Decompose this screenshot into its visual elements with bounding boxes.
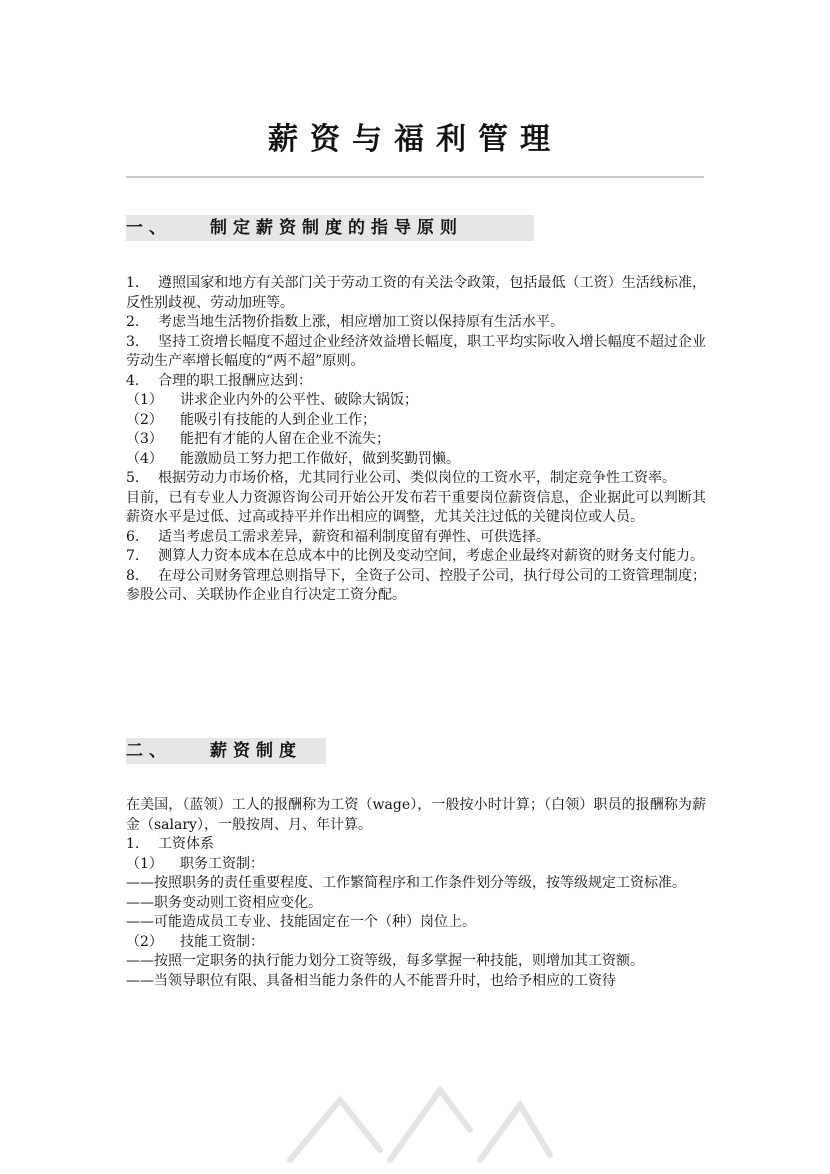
item-text: 技能工资制： [180, 933, 264, 950]
paragraph [126, 894, 706, 914]
item-number: 5. [126, 470, 140, 486]
item-text: 讲求企业内外的公平性、破除大锅饭； [180, 392, 418, 408]
item-text: ——当领导职位有限、具备相当能力条件的人不能晋升时，也给予相应的工资待 [126, 972, 616, 989]
item-text: ——职务变动则工资相应变化。 [126, 894, 322, 911]
item-text: 能吸引有技能的人到企业工作； [180, 411, 376, 428]
item-number: 7. [126, 548, 140, 564]
paragraph [126, 430, 706, 450]
section-2-heading [126, 738, 326, 764]
section-2-body [126, 796, 706, 991]
paragraph [126, 333, 706, 372]
item-number: 6. [126, 528, 140, 545]
paragraph [126, 313, 706, 333]
item-text: 目前，已有专业人力资源咨询公司开始公开发布若干重要岗位薪资信息，企业据此可以判断其薪资水平是过低、过高或持平并作出相应的调整，尤其关注过低的关键岗位或人员。 [126, 489, 706, 525]
item-text: 遵照国家和地方有关部门关于劳动工资的有关法令政策，包括最低（工资）生活线标准，反性别歧视、劳动加班等。 [126, 275, 706, 311]
paragraph [126, 952, 706, 972]
paragraph [126, 391, 706, 411]
section-1-heading [126, 215, 534, 241]
item-number: 8. [126, 567, 140, 584]
item-text: 在母公司财务管理总则指导下，全资子公司、控股子公司，执行母公司的工资管理制度；参股公司、关联协作企业自行决定工资分配。 [126, 567, 706, 603]
item-text: 能激励员工努力把工作做好，做到奖勤罚懒。 [180, 450, 460, 467]
item-text: 适当考虑员工需求差异，薪资和福利制度留有弹性、可供选择。 [158, 528, 550, 545]
paragraph [126, 567, 706, 606]
title-divider [126, 176, 704, 178]
paragraph [126, 972, 706, 992]
item-number: 1. [126, 275, 140, 291]
item-number: （2） [126, 411, 163, 428]
paragraph [126, 372, 706, 392]
item-text: 坚持工资增长幅度不超过企业经济效益增长幅度，职工平均实际收入增长幅度不超过企业劳动生产率增长幅度的“两不超”原则。 [126, 333, 706, 369]
item-number: 3. [126, 333, 140, 350]
item-text: 工资体系 [158, 836, 214, 852]
item-number: （1） [126, 392, 163, 408]
paragraph [126, 489, 706, 528]
item-text: 考虑当地生活物价指数上涨，相应增加工资以保持原有生活水平。 [158, 314, 564, 330]
item-number: （1） [126, 855, 163, 872]
section-2-title: 薪资制度 [210, 741, 302, 761]
paragraph [126, 450, 706, 470]
item-number: （4） [126, 450, 163, 467]
section-1-number: 一、 [126, 218, 172, 238]
item-number: （2） [126, 933, 163, 950]
paragraph [126, 528, 706, 548]
watermark-graphic [270, 1060, 560, 1170]
item-text: 职务工资制： [180, 855, 264, 872]
paragraph: 在美国，（蓝领）工人的报酬称为工资（wage），一般按小时计算；（白领）职员的报酬称为薪金（salary），一般按周、月、年计算。 [126, 797, 706, 833]
item-text: 合理的职工报酬应达到： [158, 372, 312, 389]
item-number: 2. [126, 314, 140, 330]
item-text: 测算人力资本成本在总成本中的比例及变动空间，考虑企业最终对薪资的财务支付能力。 [158, 548, 704, 564]
item-text: ——可能造成员工专业、技能固定在一个（种）岗位上。 [126, 914, 476, 930]
paragraph [126, 835, 706, 855]
item-text: 能把有才能的人留在企业不流失； [180, 431, 390, 447]
section-2-number: 二、 [126, 741, 172, 761]
paragraph [126, 411, 706, 431]
item-number: （3） [126, 431, 163, 447]
paragraph [126, 855, 706, 875]
item-number: 4. [126, 372, 140, 389]
page-title: 薪资与福利管理 [268, 122, 562, 157]
paragraph [126, 913, 706, 933]
paragraph [126, 874, 706, 894]
item-text: 根据劳动力市场价格，尤其同行业公司、类似岗位的工资水平，制定竞争性工资率。 [158, 470, 676, 486]
section-1-title: 制定薪资制度的指导原则 [210, 218, 463, 238]
paragraph [126, 274, 706, 313]
item-text: ——按照职务的责任重要程度、工作繁简程序和工作条件划分等级，按等级规定工资标准。 [126, 875, 686, 891]
item-number: 1. [126, 836, 140, 852]
section-1-body [126, 274, 706, 606]
paragraph [126, 469, 706, 489]
paragraph [126, 933, 706, 953]
paragraph [126, 547, 706, 567]
item-text: ——按照一定职务的执行能力划分工资等级，每多掌握一种技能，则增加其工资额。 [126, 953, 644, 969]
